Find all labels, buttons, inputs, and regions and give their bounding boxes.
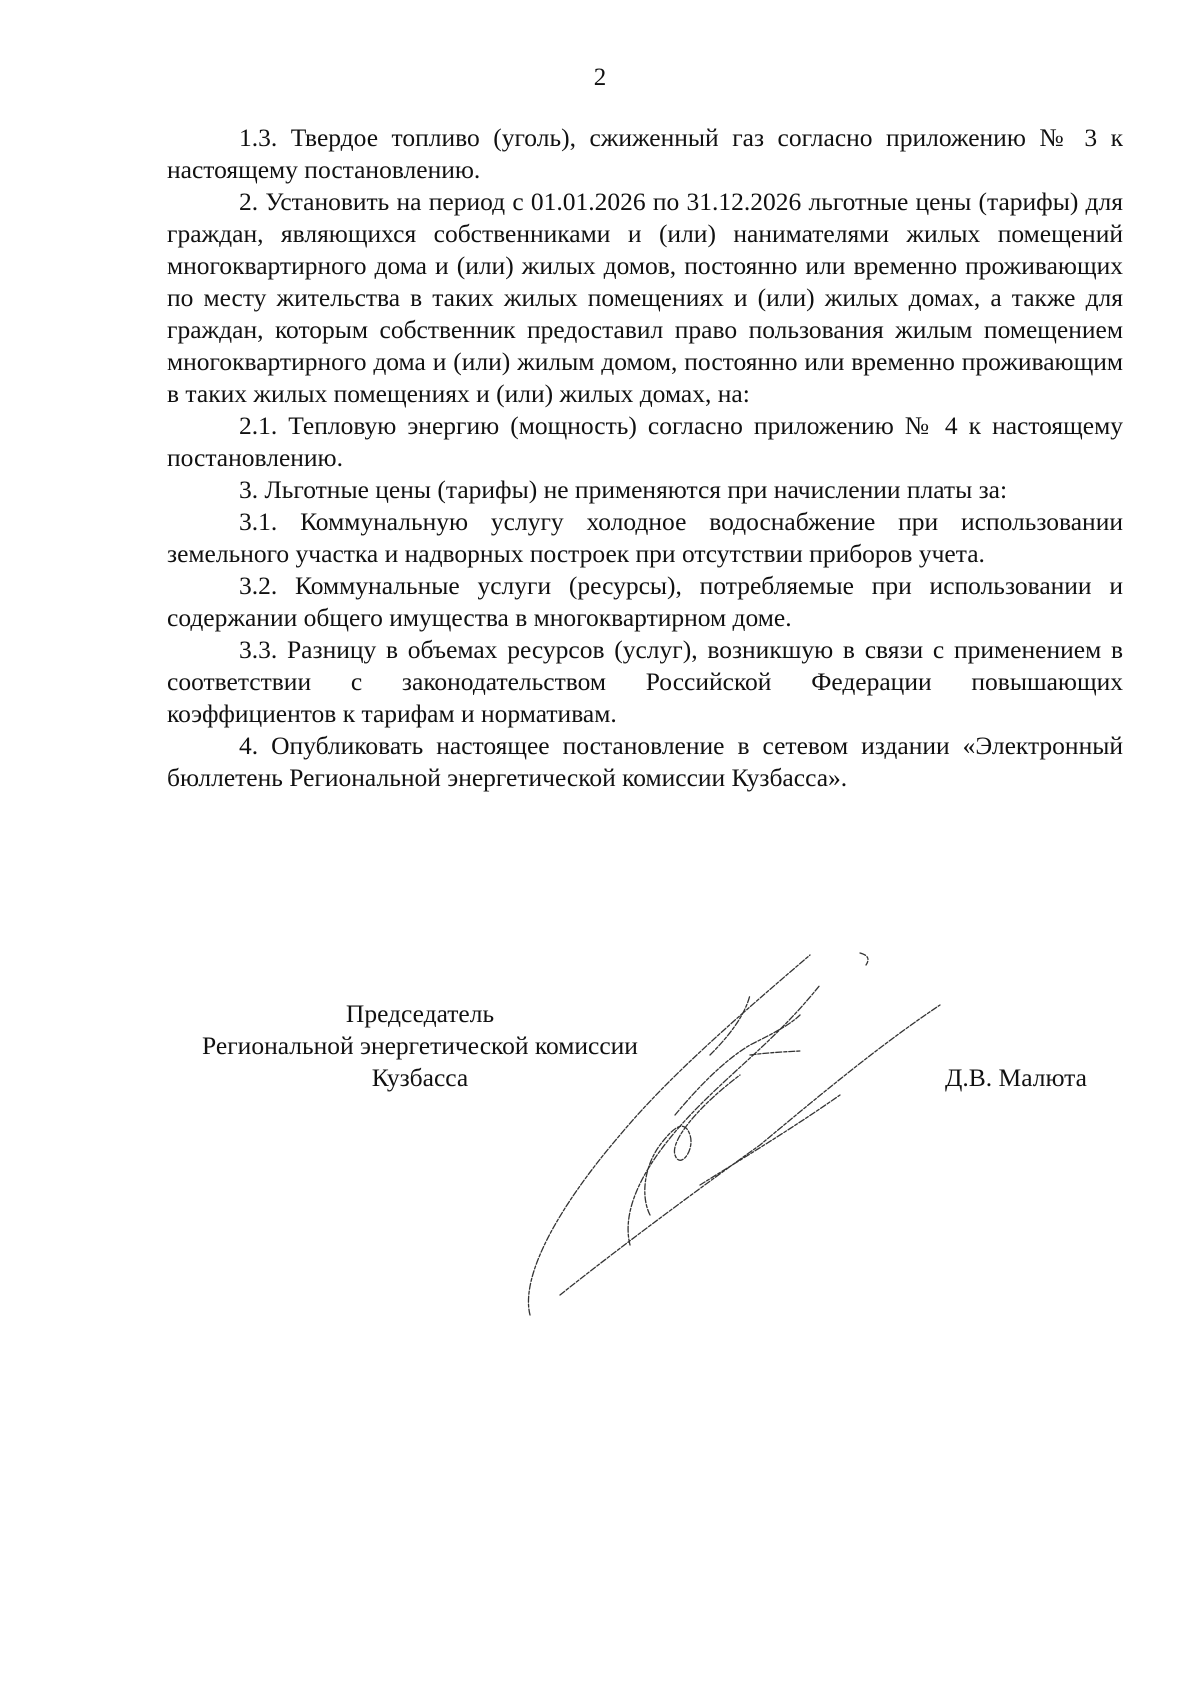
signatory-title-line-3: Кузбасса [371,1063,469,1092]
paragraph-3-1: 3.1. Коммунальную услугу холодное водоснабжение при использовании земельного участка и надворных построек при отсутствии приборов учета. [167,507,1123,568]
document-body [167,122,1123,794]
page-number: 2 [593,64,607,91]
signatory-title-line-2: Региональной энергетической комиссии [202,1031,638,1060]
paragraph-2: 2. Установить на период с 01.01.2026 по 31.12.2026 льготные цены (тарифы) для граждан, являющихся собственниками и (или) нанимателями жилых помещений многоквартирного дома и (или) жилых домов, постоянно или временно проживающих по месту жительства в таких жилых помещениях и (или) жилых домах, а также для граждан, которым собственник предоставил право пользования жилым помещением многоквартирного дома и (или) жилым домом, постоянно или временно проживающим в таких жилых помещениях и (или) жилых домах, на: [167,187,1123,408]
paragraph-4: 4. Опубликовать настоящее постановление в сетевом издании «Электронный бюллетень Региональной энергетической комиссии Кузбасса». [167,731,1123,792]
handwritten-signature [500,945,960,1335]
paragraph-2-1: 2.1. Тепловую энергию (мощность) согласно приложению № 4 к настоящему постановлению. [167,411,1123,472]
paragraph-3-2: 3.2. Коммунальные услуги (ресурсы), потребляемые при использовании и содержании общего имущества в многоквартирном доме. [167,571,1123,632]
signatory-name: Д.В. Малюта [945,1063,1087,1092]
paragraph-3-3: 3.3. Разницу в объемах ресурсов (услуг), возникшую в связи с применением в соответствии с законодательством Российской Федерации повышающих коэффициентов к тарифам и нормативам. [167,635,1123,728]
paragraph-3: 3. Льготные цены (тарифы) не применяются при начислении платы за: [239,475,1008,504]
paragraph-1-3: 1.3. Твердое топливо (уголь), сжиженный газ согласно приложению № 3 к настоящему постановлению. [167,123,1123,184]
signatory-title-line-1: Председатель [345,999,495,1028]
